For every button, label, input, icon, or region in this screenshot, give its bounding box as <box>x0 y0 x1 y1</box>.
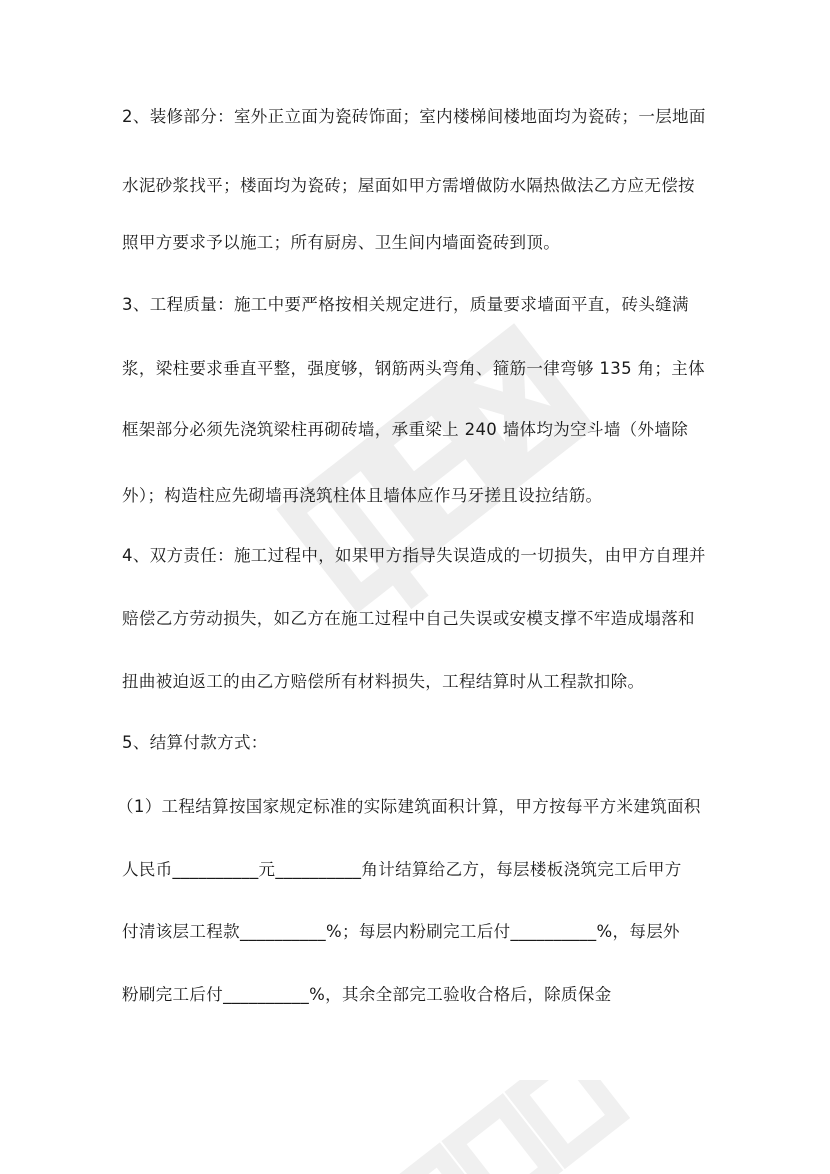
text-line: 照甲方要求予以施工；所有厨房、卫生间内墙面瓷砖到顶。 <box>122 233 561 252</box>
text-line: 2、装修部分：室外正立面为瓷砖饰面；室内楼梯间楼地面均为瓷砖；一层地面 <box>122 107 706 126</box>
text-line: 3、工程质量：施工中要严格按相关规定进行，质量要求墙面平直，砖头缝满 <box>122 295 689 314</box>
text-line: 扭曲被迫返工的由乙方赔偿所有材料损失，工程结算时从工程款扣除。 <box>122 672 645 691</box>
text-line: （1）工程结算按国家规定标准的实际建筑面积计算，甲方按每平方米建筑面积 <box>117 797 701 816</box>
text-line: 赔偿乙方劳动损失，如乙方在施工过程中自己失误或安模支撑不牢造成塌落和 <box>122 609 695 628</box>
text-line: 5、结算付款方式： <box>122 733 268 752</box>
text-line: 外）；构造柱应先砌墙再浇筑柱体且墙体应作马牙搓且设拉结筋。 <box>122 486 603 505</box>
text-line: 粉刷完工后付__________%，其余全部完工验收合格后，除质保金 <box>122 985 612 1004</box>
text-line: 付清该层工程款__________%；每层内粉刷完工后付__________%，每层外 <box>122 922 680 941</box>
text-line: 4、双方责任：施工过程中，如果甲方指导失误造成的一切损失，由甲方自理并 <box>122 546 706 565</box>
text-line: 浆，梁柱要求垂直平整，强度够，钢筋两头弯角、箍筋一律弯够 135 角；主体 <box>122 359 705 378</box>
watermark-logo-bottom <box>340 1080 640 1174</box>
text-line: 人民币__________元__________角计结算给乙方，每层楼板浇筑完工后甲方 <box>122 860 682 879</box>
text-line: 框架部分必须先浇筑梁柱再砌砖墙，承重梁上 240 墙体均为空斗墙（外墙除 <box>122 420 689 439</box>
text-line: 水泥砂浆找平；楼面均为瓷砖；屋面如甲方需增做防水隔热做法乙方应无偿按 <box>122 176 695 195</box>
